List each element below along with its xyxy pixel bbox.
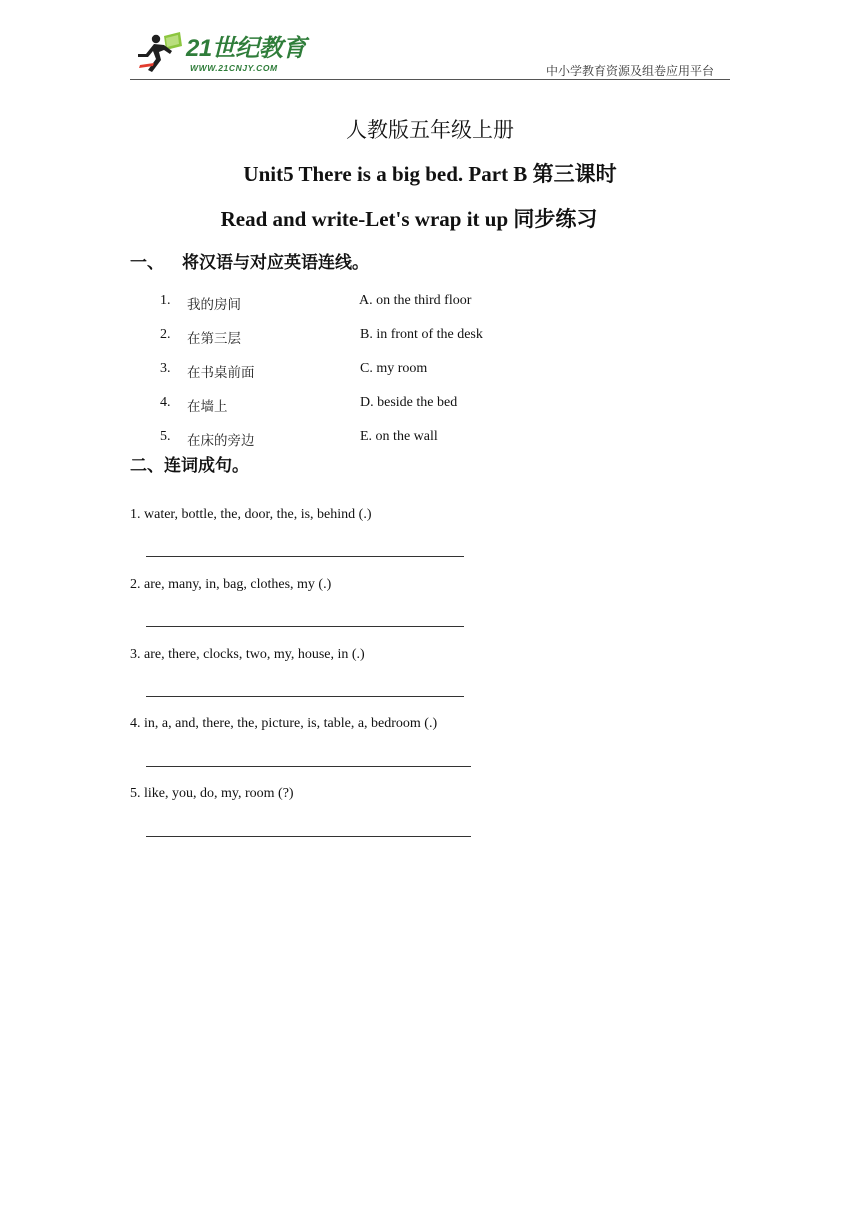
question-text: 1. water, bottle, the, door, the, is, behind (.) xyxy=(130,507,372,522)
match-english: B. in front of the desk xyxy=(360,327,483,342)
question-text: 2. are, many, in, bag, clothes, my (.) xyxy=(130,577,332,592)
platform-tagline: 中小学教育资源及组卷应用平台 xyxy=(545,64,714,78)
answer-blank[interactable] xyxy=(146,766,471,767)
match-chinese: 在床的旁边 xyxy=(187,433,255,449)
match-english: A. on the third floor xyxy=(359,293,472,308)
answer-blank[interactable] xyxy=(146,696,464,697)
logo-url-text: WWW.21CNJY.COM xyxy=(190,63,278,73)
section-heading-matching xyxy=(130,252,369,274)
logo xyxy=(134,30,304,74)
page-title-grade: 人教版五年级上册 xyxy=(346,118,514,142)
match-chinese: 在墙上 xyxy=(187,399,228,415)
match-number: 4. xyxy=(160,395,171,410)
match-chinese: 在第三层 xyxy=(187,331,241,347)
match-chinese: 我的房间 xyxy=(187,297,241,313)
answer-blank[interactable] xyxy=(146,626,464,627)
question-text: 5. like, you, do, my, room (?) xyxy=(130,786,294,801)
section-title: 将汉语与对应英语连线。 xyxy=(182,253,369,273)
runner-logo-icon xyxy=(134,30,186,74)
section-number: 一、 xyxy=(130,253,164,273)
section-heading-sentences: 二、连词成句。 xyxy=(130,456,249,476)
match-chinese: 在书桌前面 xyxy=(187,365,255,381)
page-title-lesson: Read and write-Let's wrap it up 同步练习 xyxy=(220,207,598,231)
question-text: 3. are, there, clocks, two, my, house, in (.) xyxy=(130,647,365,662)
match-number: 5. xyxy=(160,429,171,444)
header-divider xyxy=(130,79,730,80)
match-english: D. beside the bed xyxy=(360,395,458,410)
answer-blank[interactable] xyxy=(146,836,471,837)
page-header xyxy=(130,28,730,80)
page-title-unit: Unit5 There is a big bed. Part B 第三课时 xyxy=(243,162,617,186)
match-english: E. on the wall xyxy=(360,429,438,444)
match-number: 3. xyxy=(160,361,171,376)
match-number: 1. xyxy=(160,293,171,308)
answer-blank[interactable] xyxy=(146,556,464,557)
match-number: 2. xyxy=(160,327,171,342)
question-text: 4. in, a, and, there, the, picture, is, table, a, bedroom (.) xyxy=(130,716,438,731)
match-english: C. my room xyxy=(360,361,428,376)
logo-brand-text: 21世纪教育 xyxy=(186,35,306,62)
